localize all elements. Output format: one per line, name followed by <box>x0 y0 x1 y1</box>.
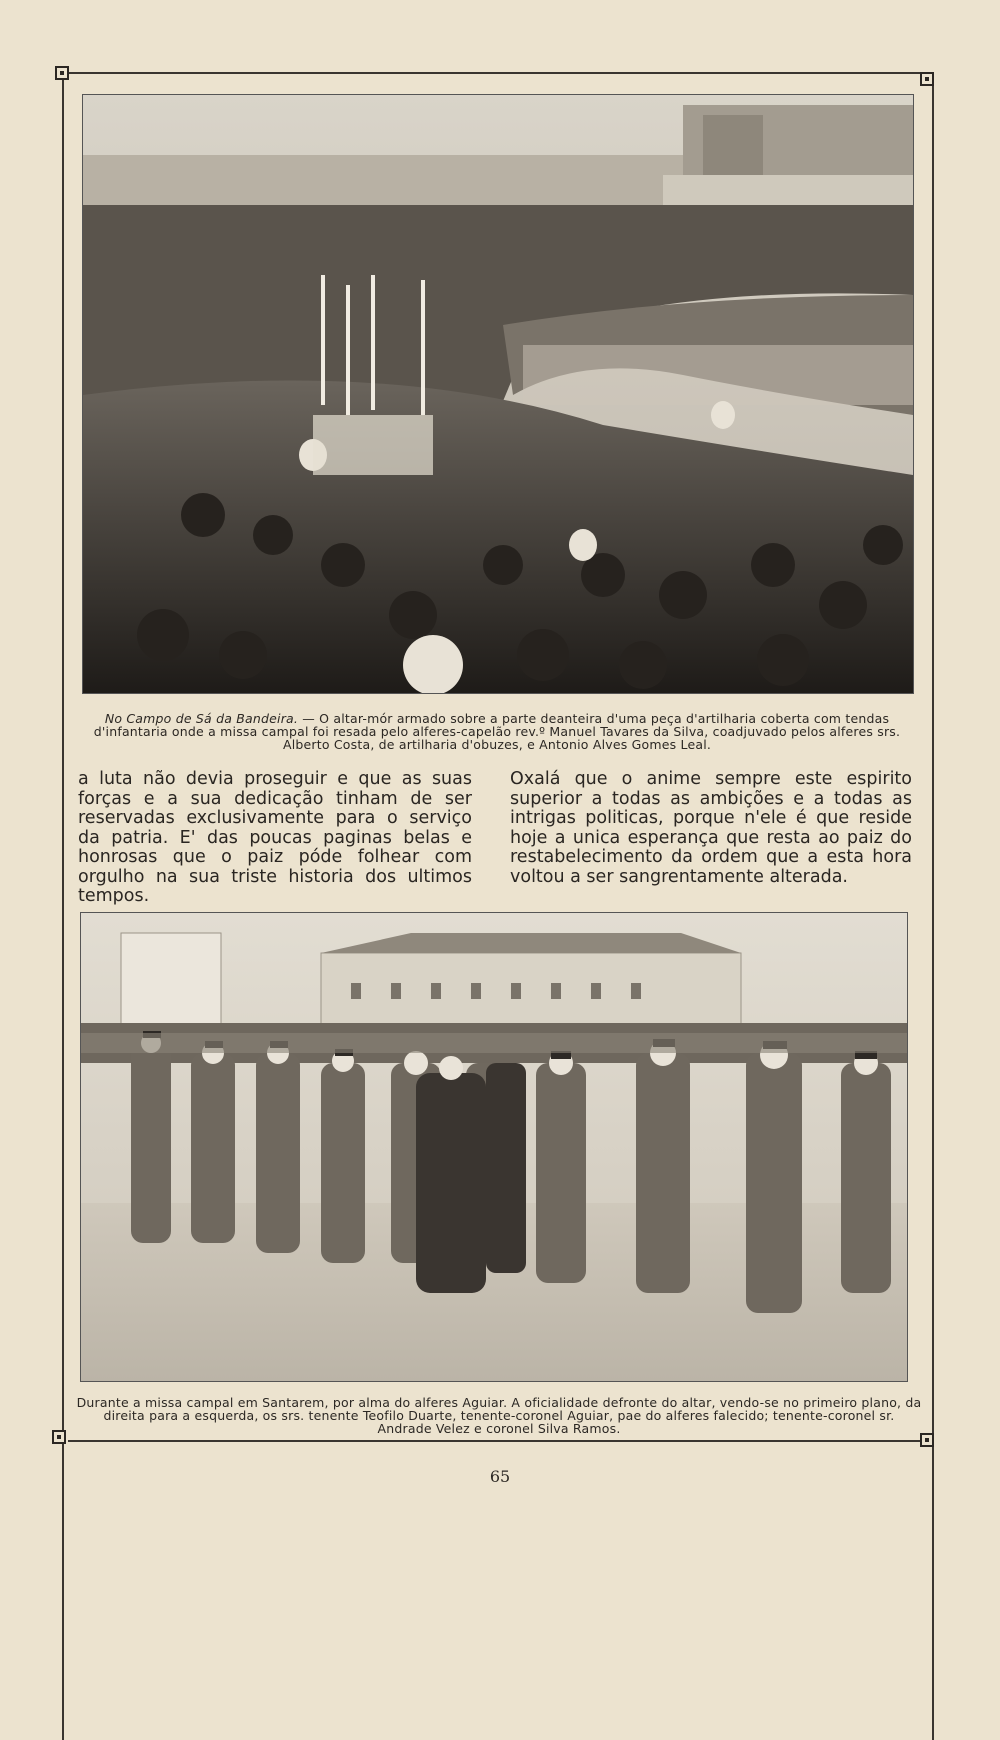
frame-rule-left <box>62 80 64 1740</box>
frame-rule-top <box>68 72 926 74</box>
frame-rule-right <box>932 80 934 1740</box>
bottom-photo-caption: Durante a missa campal em Santarem, por alma do alferes Aguiar. A oficialidade defronte do altar, vendo-se no primeiro plano, da direita para a esquerda, os srs. tenente Teofilo Duarte, tenente-coronel Aguiar, pae do alferes falecido; tenente-coronel sr. Andrade Velez e coronel Silva Ramos. <box>76 1395 922 1436</box>
photo-officers-santarem <box>80 912 908 1382</box>
left-text-column: a luta não devia proseguir e que as suas forças e a sua dedicação tinham de ser reservadas exclusivamente para o serviço da patria. E' das poucas paginas belas e honrosas que o paiz póde folhear com orgulho na sua triste historia dos ultimos tempos. <box>78 769 472 906</box>
caption-place-name: No Campo de Sá da Bandeira. <box>104 711 299 726</box>
caption-description: — O altar-mór armado sobre a parte deanteira d'uma peça d'artilharia coberta com tendas d'infantaria onde a missa campal foi resada pelo alferes-capelão rev.º Manuel Tavares da Silva, coadjuvado pelos alferes srs. Alberto Costa, de artilharia d'obuzes, e Antonio Alves Gomes Leal. <box>93 711 901 752</box>
right-text-column: Oxalá que o anime sempre este espirito superior a todas as ambições e a todas as intrigas politicas, porque n'ele é que reside hoje a unica esperança que resta ao paiz do restabelecimento da ordem que a esta hora voltou a ser sangrentamente alterada. <box>510 769 912 887</box>
corner-ornament-top-left <box>55 66 69 80</box>
corner-ornament-bottom-right <box>920 1433 934 1447</box>
corner-ornament-top-right <box>920 72 934 86</box>
page-number: 65 <box>489 1467 511 1486</box>
corner-ornament-bottom-left <box>52 1430 66 1444</box>
photo-field-mass-campo-sa-da-bandeira <box>82 94 914 694</box>
frame-rule-bottom <box>68 1440 920 1442</box>
top-photo-caption <box>76 712 918 751</box>
